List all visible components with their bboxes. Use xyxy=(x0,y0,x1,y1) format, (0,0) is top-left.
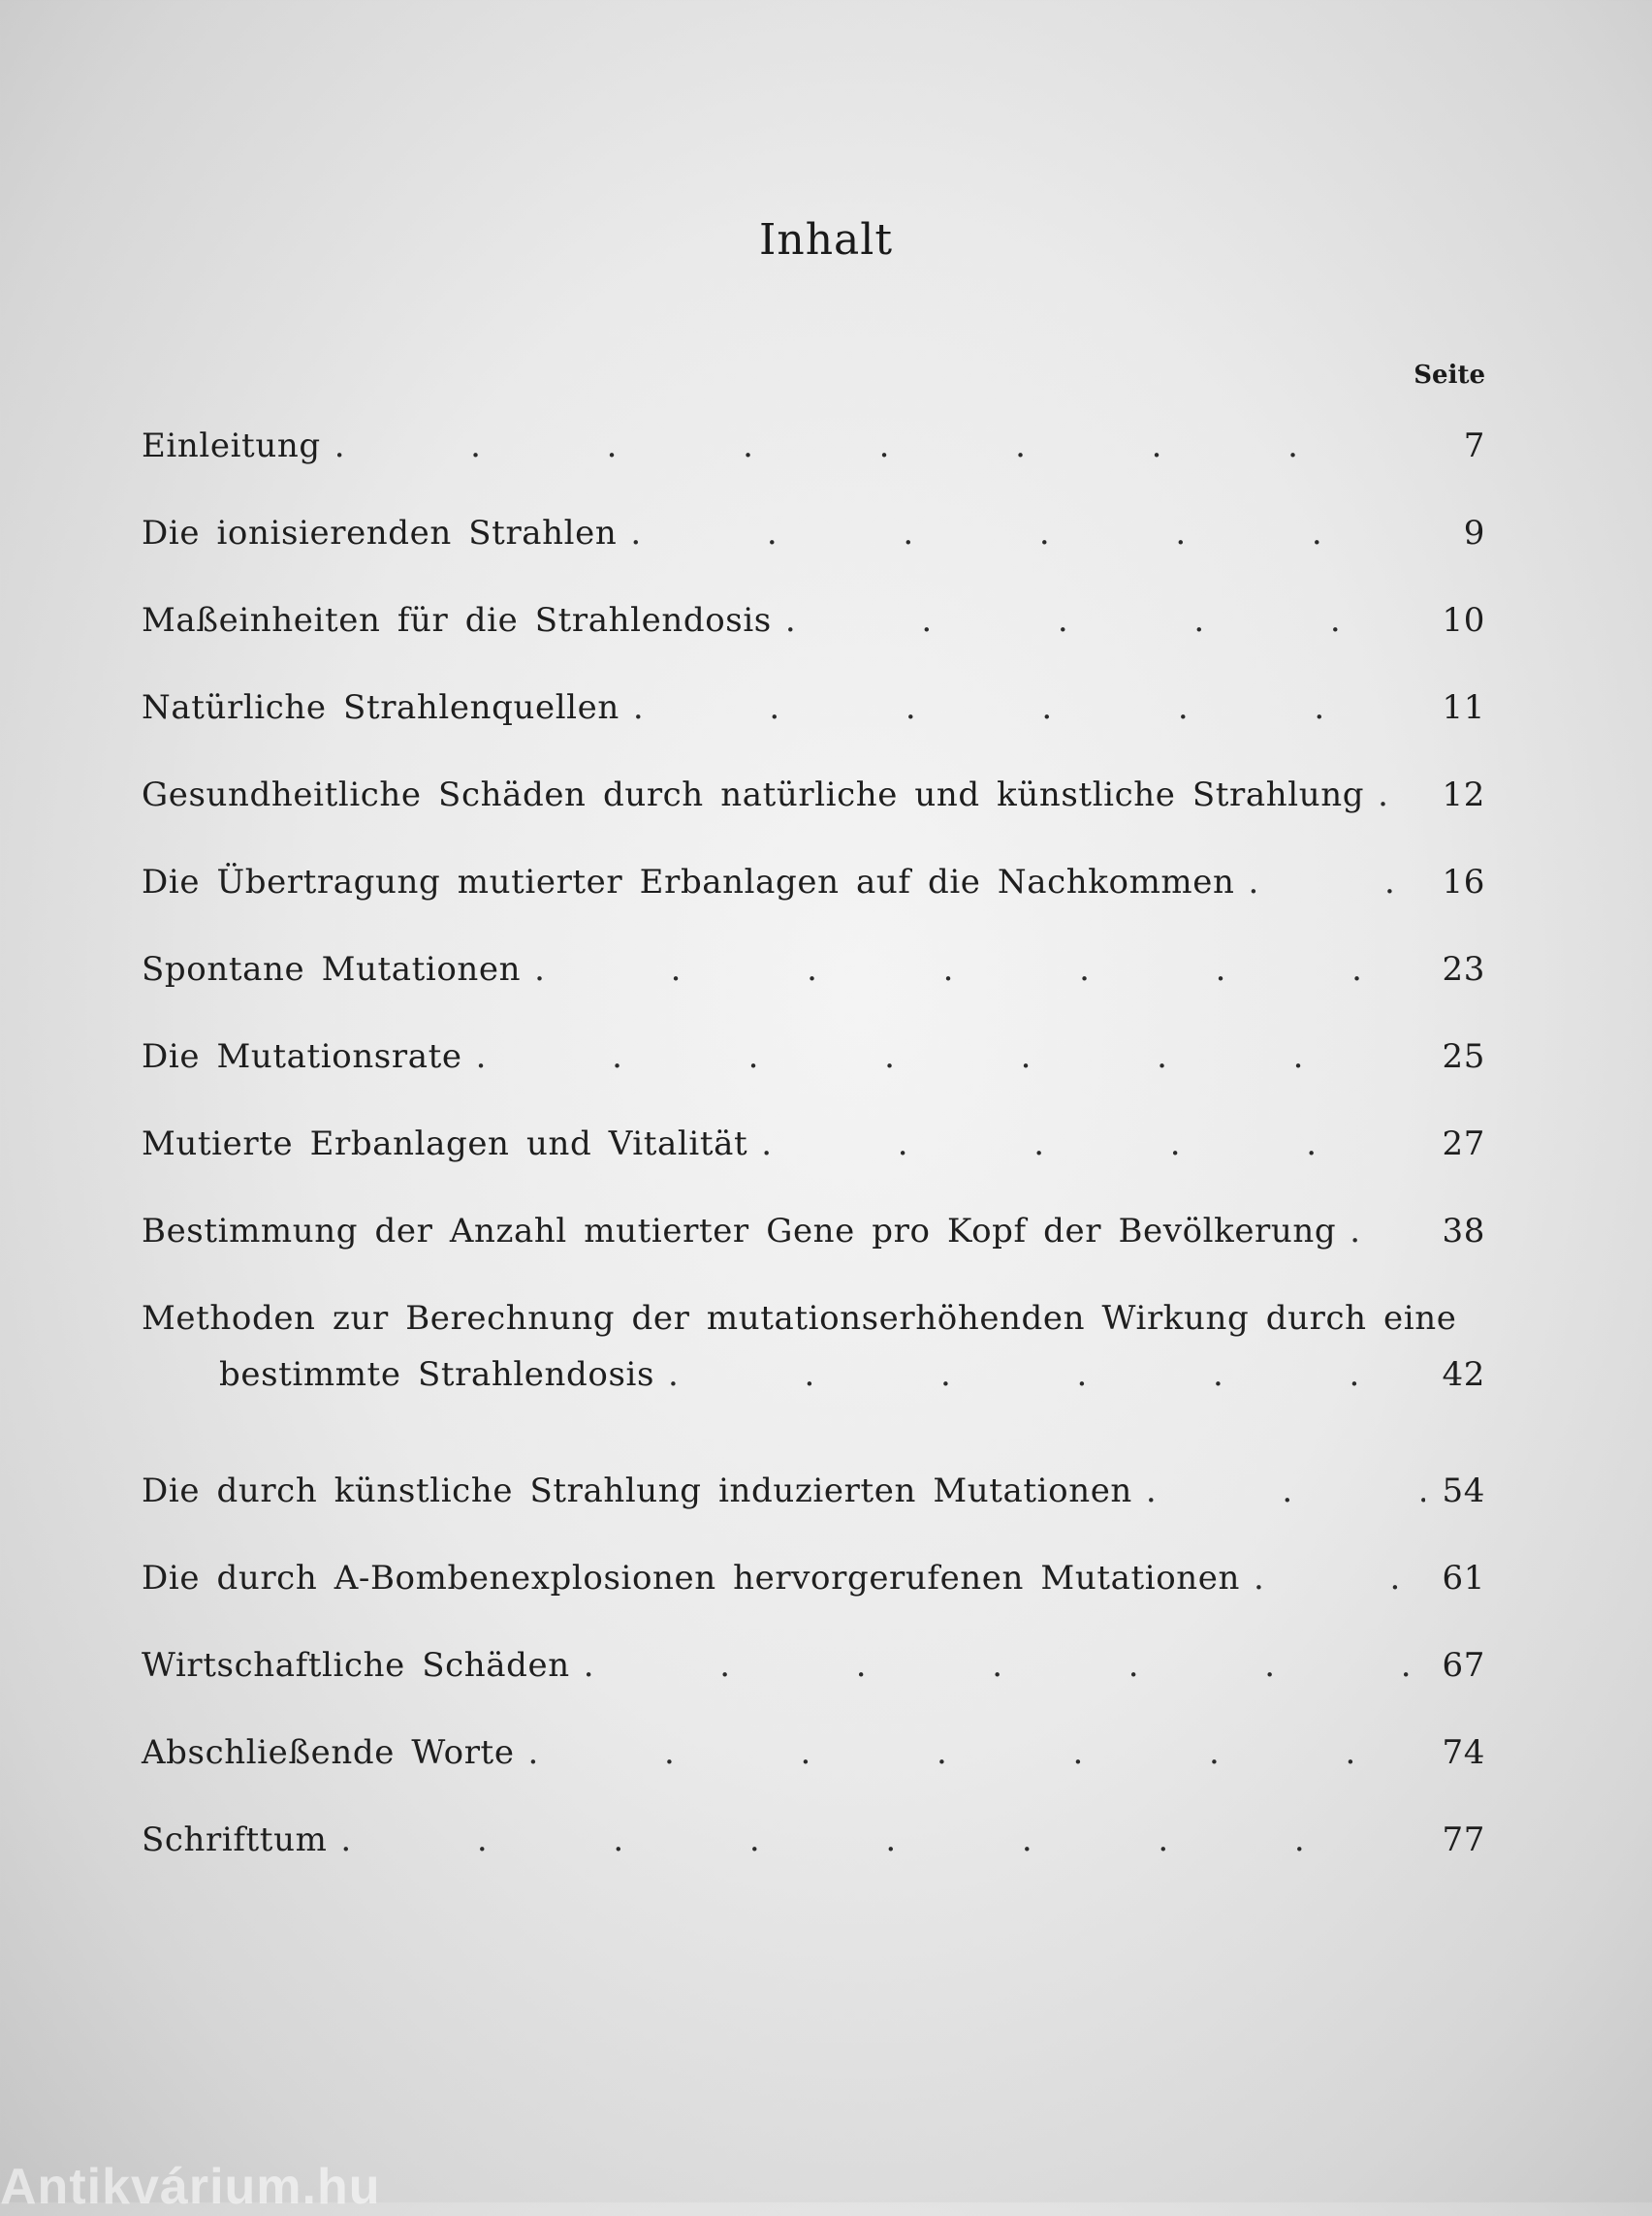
dot-leader xyxy=(340,1820,1425,1859)
dot-leader xyxy=(1146,1472,1425,1510)
toc-entry xyxy=(142,1212,1485,1299)
dot-leader xyxy=(534,950,1425,989)
watermark: Antikvárium.hu xyxy=(0,2159,381,2215)
toc-entry-page: 61 xyxy=(1442,1559,1485,1598)
toc-entry xyxy=(142,1472,1485,1559)
dot-leader xyxy=(785,601,1425,640)
toc-entry xyxy=(142,1646,1485,1733)
toc-entry-title-line1: Methoden zur Berechnung der mutationserhöhenden Wirkung durch eine xyxy=(142,1299,1457,1338)
dot-leader xyxy=(668,1355,1425,1394)
toc-entry-title: Die ionisierenden Strahlen xyxy=(142,514,618,553)
toc-entry-page: 42 xyxy=(1442,1355,1485,1394)
toc-entry-title: Spontane Mutationen xyxy=(142,950,522,989)
toc-entry xyxy=(142,1299,1485,1472)
toc-entry-title: Die durch künstliche Strahlung induzierten Mutationen xyxy=(142,1472,1132,1510)
dot-leader xyxy=(528,1733,1425,1772)
toc-entry-page: 38 xyxy=(1442,1212,1485,1250)
dot-leader xyxy=(1378,776,1425,814)
table-of-contents xyxy=(142,427,1485,1908)
dot-leader xyxy=(334,427,1425,465)
toc-entry xyxy=(142,1037,1485,1124)
toc-entry-title: Schrifttum xyxy=(142,1820,328,1859)
toc-entry-page: 27 xyxy=(1442,1124,1485,1163)
toc-entry-title: Wirtschaftliche Schäden xyxy=(142,1646,570,1685)
page-column-label: Seite xyxy=(1414,361,1485,390)
toc-entry xyxy=(142,776,1485,863)
toc-entry-title: Die durch A-Bombenexplosionen hervorgerufenen Mutationen xyxy=(142,1559,1240,1598)
toc-entry xyxy=(142,950,1485,1037)
toc-entry-page: 25 xyxy=(1442,1037,1485,1076)
toc-entry xyxy=(142,863,1485,950)
toc-entry-page: 7 xyxy=(1463,427,1485,465)
toc-entry xyxy=(142,427,1485,514)
toc-entry-page: 54 xyxy=(1442,1472,1485,1510)
toc-entry-page: 11 xyxy=(1442,688,1485,727)
toc-entry-page: 12 xyxy=(1442,776,1485,814)
toc-entry xyxy=(142,688,1485,776)
toc-entry-title: Mutierte Erbanlagen und Vitalität xyxy=(142,1124,748,1163)
dot-leader xyxy=(476,1037,1425,1076)
toc-entry-title-line2: bestimmte Strahlendosis xyxy=(219,1355,655,1394)
dot-leader xyxy=(1350,1212,1425,1250)
toc-entry-page: 23 xyxy=(1442,950,1485,989)
dot-leader xyxy=(1248,863,1425,902)
dot-leader xyxy=(1254,1559,1425,1598)
toc-entry-title: Natürliche Strahlenquellen xyxy=(142,688,620,727)
toc-entry xyxy=(142,601,1485,688)
toc-entry-continuation xyxy=(142,1355,1485,1394)
toc-entry-page: 16 xyxy=(1442,863,1485,902)
toc-entry-page: 10 xyxy=(1442,601,1485,640)
toc-entry-page: 74 xyxy=(1442,1733,1485,1772)
toc-entry-title: Maßeinheiten für die Strahlendosis xyxy=(142,601,772,640)
toc-entry-title: Die Mutationsrate xyxy=(142,1037,462,1076)
toc-entry-title: Gesundheitliche Schäden durch natürliche und künstliche Strahlung xyxy=(142,776,1365,814)
page-title: Inhalt xyxy=(758,215,894,265)
toc-entry-title: Bestimmung der Anzahl mutierter Gene pro Kopf der Bevölkerung xyxy=(142,1212,1337,1250)
toc-entry xyxy=(142,1820,1485,1908)
toc-entry-page: 67 xyxy=(1442,1646,1485,1685)
dot-leader xyxy=(584,1646,1425,1685)
toc-entry xyxy=(142,514,1485,601)
toc-entry xyxy=(142,1559,1485,1646)
dot-leader xyxy=(630,514,1425,553)
toc-entry-title: Die Übertragung mutierter Erbanlagen auf die Nachkommen xyxy=(142,863,1235,902)
toc-entry xyxy=(142,1124,1485,1212)
toc-entry xyxy=(142,1733,1485,1820)
dot-leader xyxy=(633,688,1425,727)
toc-entry-page: 9 xyxy=(1463,514,1485,553)
toc-entry-title: Abschließende Worte xyxy=(142,1733,515,1772)
toc-entry-title: Einleitung xyxy=(142,427,321,465)
toc-entry-page: 77 xyxy=(1442,1820,1485,1859)
dot-leader xyxy=(761,1124,1425,1163)
